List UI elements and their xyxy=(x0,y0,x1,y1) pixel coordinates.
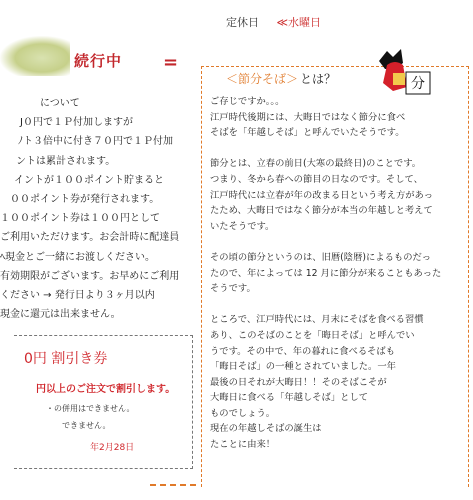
article-line: 江戸時代後期には、大晦日ではなく節分に食べ xyxy=(210,111,406,123)
article-line: ものでしょう。 xyxy=(210,407,276,419)
promo-heading xyxy=(0,50,200,76)
closed-day-text: 水曜日 xyxy=(288,16,322,29)
coupon-condition: 円以上のご注文で割引します。 xyxy=(36,384,176,395)
point-program-line: ﾉト３倍中に付き７０円で１Ｐ付加 xyxy=(18,136,173,148)
article-line: そばを「年越しそば」と呼んでいたそうです。 xyxy=(210,127,405,139)
article-line: その頃の節分というのは、旧暦(陰暦)によるものだっ xyxy=(210,251,432,263)
logo-text: 分 xyxy=(411,76,425,92)
article-title-text: ＜節分そば＞ xyxy=(226,72,299,86)
article-line: あり、このそばのことを「晦日そば」と呼んでい xyxy=(210,329,415,341)
article-line: たので、年によっては 12 月に節分が来ることもあった xyxy=(210,267,442,279)
article-line: つまり、冬から春への節目の日なのです。そして、 xyxy=(210,173,423,185)
article-line: 江戸時代には立春が年の改まる日という考え方があっ xyxy=(210,189,434,201)
point-program-text xyxy=(0,94,200,324)
article-line xyxy=(210,141,473,157)
point-program-line: 有効期限がございます。お早めにご利用 xyxy=(0,270,180,282)
article-line: ご存じですか。。。 xyxy=(210,96,285,107)
point-program-line: ご利用いただけます。お会計時に配達員 xyxy=(0,232,180,244)
article-line: ところで、江戸時代には、月末にそばを食べる習慣 xyxy=(210,314,424,326)
article-title-suffix: とは？ xyxy=(300,72,337,86)
point-program-line: ﾍ現金とご一緒にお渡しください。 xyxy=(0,251,155,263)
article-line: 「晦日そば」の一種とされていました。一年 xyxy=(210,361,396,373)
article-title xyxy=(226,70,336,87)
article-line: いたそうです。 xyxy=(210,220,275,232)
coupon-note: できません。 xyxy=(62,421,111,430)
article-line: そうです。 xyxy=(210,283,256,295)
point-program-line: ００ポイント券が発行されます。 xyxy=(10,194,160,206)
point-program-line: について xyxy=(40,98,80,109)
point-program-line: 現金に還元は出来ません。 xyxy=(0,309,121,321)
closed-day-arrows: ≪ xyxy=(276,16,289,29)
mascot-logo-icon xyxy=(373,47,433,97)
leaf-decoration-icon xyxy=(0,36,70,76)
article-line: たことに由来！ xyxy=(210,439,276,451)
point-program-line: ください → 発行日より３ヶ月以内 xyxy=(0,290,155,302)
promo-title-mark: = xyxy=(163,52,179,73)
article-line: 節分とは、立春の前日(大寒の最終日)のことです。 xyxy=(210,158,422,170)
coupon-title: 0円 割引き券 xyxy=(24,351,108,367)
closed-day-value xyxy=(277,16,322,29)
promo-title: 続行中 xyxy=(74,52,123,70)
article-line: 大晦日に食べる「年越しそば」として xyxy=(210,392,369,404)
closed-day-label: 定休日 xyxy=(226,16,259,29)
article-line: 現在の年越しそばの誕生は xyxy=(210,423,322,435)
article-line xyxy=(210,297,473,313)
point-program-line: J０円で１Ｐ付加しますが xyxy=(20,117,133,129)
coupon-expiry-date: 年2月28日 xyxy=(90,443,135,453)
point-program-line: イントが１００ポイント貯まると xyxy=(14,174,164,186)
point-program-line: １００ポイント券は１００円として xyxy=(0,213,160,225)
article-line: たため、大晦日ではなく節分が本当の年越しと考えて xyxy=(210,205,433,217)
article-line: うです。その中で、年の暮れに食べるそばも xyxy=(210,345,396,357)
article-line: 最後の日それが大晦日！！そのそばこそが xyxy=(210,376,387,388)
article-body xyxy=(210,94,473,453)
coupon-note: ・の併用はできません。 xyxy=(46,404,135,413)
closed-day-notice xyxy=(226,14,321,30)
divider xyxy=(150,484,196,486)
article-line xyxy=(210,234,473,250)
point-program-line: ントは累計されます。 xyxy=(16,155,116,167)
